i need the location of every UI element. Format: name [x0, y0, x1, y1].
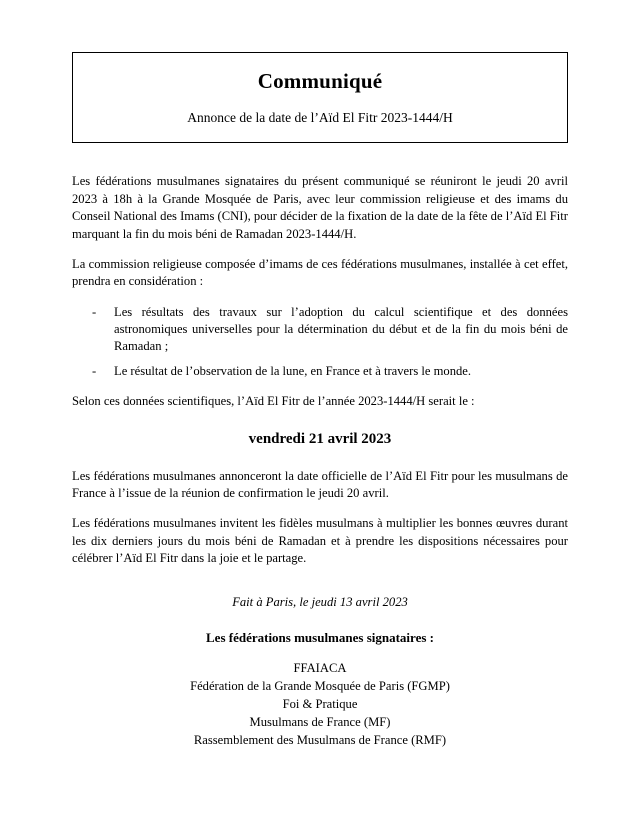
bullet-dash: - — [92, 304, 97, 319]
paragraph-official-announcement: Les fédérations musulmanes annonceront la date officielle de l’Aïd El Fitr pour les musulmans de France à l’issue de la réunion de confirmation le jeudi 20 avril. — [72, 468, 568, 500]
list-item — [72, 304, 568, 356]
signatories-list — [72, 660, 568, 749]
page-title: Communiqué — [257, 69, 383, 93]
list-item: Foi & Pratique — [282, 697, 358, 712]
list-item-text: Le résultat de l’observation de la lune, en France et à travers le monde. — [114, 363, 472, 378]
paragraph-intro: Les fédérations musulmanes signataires du présent communiqué se réuniront le jeudi 20 avril 2023 à 18h à la Grande Mosquée de Paris, avec leur commission religieuse et des imams du Conseil National des Imams (CNI), pour décider de la fixation de la date de la fête de l’Aïd El Fitr marquant la fin du mois béni de Ramadan 2023-1444/H. — [72, 174, 568, 241]
paragraph-commission: La commission religieuse composée d’imams de ces fédérations musulmanes, installée à cet effet, prendra en considération : — [72, 256, 568, 289]
place-and-date: Fait à Paris, le jeudi 13 avril 2023 — [232, 595, 408, 610]
page-subtitle: Annonce de la date de l’Aïd El Fitr 2023-1444/H — [187, 110, 453, 126]
list-item — [72, 363, 568, 380]
paragraph-lead-in: Selon ces données scientifiques, l’Aïd El Fitr de l’année 2023-1444/H serait le : — [72, 394, 475, 409]
bullet-dash: - — [92, 363, 97, 378]
paragraph-invitation: Les fédérations musulmanes invitent les fidèles musulmans à multiplier les bonnes œuvres durant les dix derniers jours du mois béni de Ramadan et à prendre les dispositions nécessaires pour célébrer l’Aïd El Fitr dans la joie et le partage. — [72, 516, 568, 565]
list-item: Musulmans de France (MF) — [249, 715, 391, 729]
title-box — [72, 52, 568, 143]
list-item: FFAIACA — [293, 661, 347, 676]
list-item: Fédération de la Grande Mosquée de Paris (FGMP) — [190, 679, 450, 694]
criteria-list — [72, 304, 568, 381]
signatories-title: Les fédérations musulmanes signataires : — [206, 630, 434, 646]
list-item-text: Les résultats des travaux sur l’adoption du calcul scientifique et des données astronomiques universelles pour la détermination du début et de la fin du mois béni de Ramadan ; — [114, 304, 568, 354]
list-item: Rassemblement des Musulmans de France (RMF) — [193, 732, 447, 747]
highlight-date: vendredi 21 avril 2023 — [248, 430, 392, 447]
